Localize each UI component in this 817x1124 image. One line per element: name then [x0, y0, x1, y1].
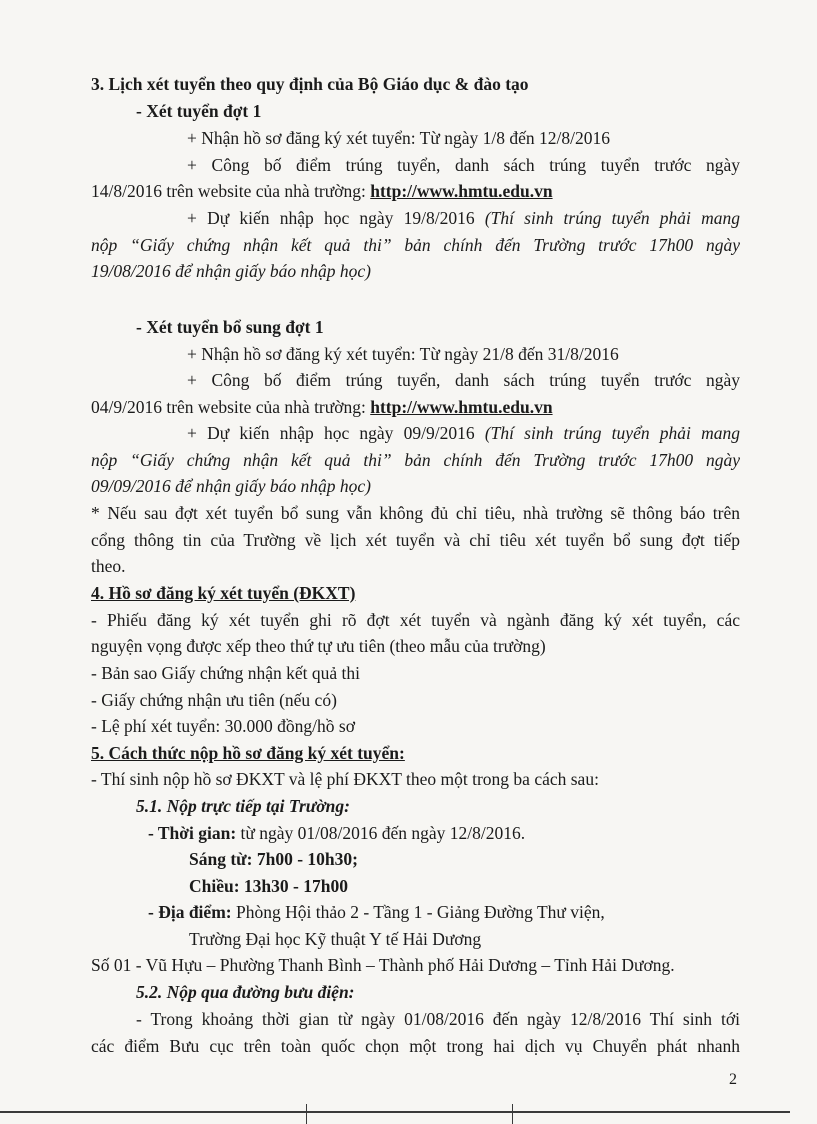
- application-form-line-a: - Phiếu đăng ký xét tuyển ghi rõ đợt xét tuyển và ngành đăng ký xét tuyển, các: [91, 610, 740, 630]
- postal-text-line-b: các điểm Bưu cục trên toàn quốc chọn một trong hai dịch vụ Chuyển phát nhanh: [91, 1036, 740, 1056]
- in-person-place-value: Phòng Hội thảo 2 - Tầng 1 - Giảng Đường Thư viện,: [231, 902, 605, 922]
- round-1-enroll-line-b: nộp “Giấy chứng nhận kết quả thi” bản chính đến Trường trước 17h00 ngày: [91, 235, 740, 255]
- round-1-website-link[interactable]: http://www.hmtu.edu.vn: [370, 181, 553, 201]
- in-person-place-label: - Địa điểm:: [148, 902, 232, 922]
- section-4-heading: 4. Hồ sơ đăng ký xét tuyển (ĐKXT): [91, 583, 356, 603]
- supplementary-announce-line-a: + Công bố điểm trúng tuyển, danh sách trúng tuyển trước ngày: [187, 370, 740, 390]
- scan-edge-tick-left: [306, 1104, 307, 1124]
- morning-hours: Sáng từ: 7h00 - 10h30;: [189, 849, 358, 869]
- round-1-title: - Xét tuyển đợt 1: [136, 101, 262, 121]
- round-1-enroll-text: + Dự kiến nhập học ngày 19/8/2016: [187, 208, 485, 228]
- round-1-enroll-line-c: 19/08/2016 để nhận giấy báo nhập học): [91, 261, 371, 281]
- round-1-enroll-line-a: [187, 210, 740, 228]
- scan-bottom-edge: [0, 1111, 790, 1113]
- note-line-b: cổng thông tin của Trường về lịch xét tuyển và chỉ tiêu xét tuyển bổ sung đợt tiếp: [91, 530, 740, 550]
- certificate-copy-item: - Bản sao Giấy chứng nhận kết quả thi: [91, 663, 361, 683]
- application-form-line-b: nguyện vọng được xếp theo thứ tự ưu tiên (theo mẫu của trường): [91, 636, 546, 656]
- note-line-a: * Nếu sau đợt xét tuyển bổ sung vẫn không đủ chỉ tiêu, nhà trường sẽ thông báo trên: [91, 503, 740, 523]
- round-1-announce-text: 14/8/2016 trên website của nhà trường:: [91, 181, 371, 201]
- supplementary-announce-line-b: [91, 399, 553, 417]
- round-1-receive: + Nhận hồ sơ đăng ký xét tuyển: Từ ngày 1/8 đến 12/8/2016: [187, 128, 610, 148]
- in-person-subheading: 5.1. Nộp trực tiếp tại Trường:: [136, 796, 350, 816]
- priority-certificate-item: - Giấy chứng nhận ưu tiên (nếu có): [91, 690, 337, 710]
- scan-edge-tick-right: [512, 1104, 513, 1124]
- postal-subheading: 5.2. Nộp qua đường bưu điện:: [136, 982, 355, 1002]
- supplementary-announce-text: 04/9/2016 trên website của nhà trường:: [91, 397, 371, 417]
- in-person-time-label: - Thời gian:: [148, 823, 237, 843]
- scan-smudge: [70, 40, 190, 54]
- in-person-time: [148, 825, 525, 843]
- supplementary-receive: + Nhận hồ sơ đăng ký xét tuyển: Từ ngày 21/8 đến 31/8/2016: [187, 344, 619, 364]
- section-3-heading: 3. Lịch xét tuyển theo quy định của Bộ Giáo dục & đào tạo: [91, 74, 529, 94]
- school-address: Số 01 - Vũ Hựu – Phường Thanh Bình – Thành phố Hải Dương – Tỉnh Hải Dương.: [91, 955, 675, 975]
- page-number: 2: [729, 1071, 737, 1088]
- round-1-announce-line-b: [91, 183, 553, 201]
- afternoon-hours: Chiều: 13h30 - 17h00: [189, 876, 348, 896]
- supplementary-website-link[interactable]: http://www.hmtu.edu.vn: [370, 397, 553, 417]
- in-person-time-value: từ ngày 01/08/2016 đến ngày 12/8/2016.: [236, 823, 526, 843]
- round-1-enroll-note-start: (Thí sinh trúng tuyển phải mang: [484, 208, 740, 228]
- in-person-place-line-b: Trường Đại học Kỹ thuật Y tế Hải Dương: [189, 929, 482, 949]
- supplementary-enroll-note-start: (Thí sinh trúng tuyển phải mang: [484, 423, 740, 443]
- in-person-place: [148, 904, 605, 922]
- supplementary-enroll-line-a: [187, 425, 740, 443]
- section-5-heading: 5. Cách thức nộp hồ sơ đăng ký xét tuyển:: [91, 743, 405, 763]
- supplementary-enroll-line-c: 09/09/2016 để nhận giấy báo nhập học): [91, 476, 371, 496]
- application-fee-item: - Lệ phí xét tuyển: 30.000 đồng/hồ sơ: [91, 716, 355, 736]
- supplementary-round-title: - Xét tuyển bổ sung đợt 1: [136, 317, 324, 337]
- supplementary-enroll-text: + Dự kiến nhập học ngày 09/9/2016: [187, 423, 485, 443]
- submission-intro: - Thí sinh nộp hồ sơ ĐKXT và lệ phí ĐKXT theo một trong ba cách sau:: [91, 769, 599, 789]
- round-1-announce-line-a: + Công bố điểm trúng tuyển, danh sách trúng tuyển trước ngày: [187, 155, 740, 175]
- postal-text-line-a: - Trong khoảng thời gian từ ngày 01/08/2016 đến ngày 12/8/2016 Thí sinh tới: [136, 1009, 740, 1029]
- supplementary-enroll-line-b: nộp “Giấy chứng nhận kết quả thi” bản chính đến Trường trước 17h00 ngày: [91, 450, 740, 470]
- note-line-c: theo.: [91, 556, 126, 576]
